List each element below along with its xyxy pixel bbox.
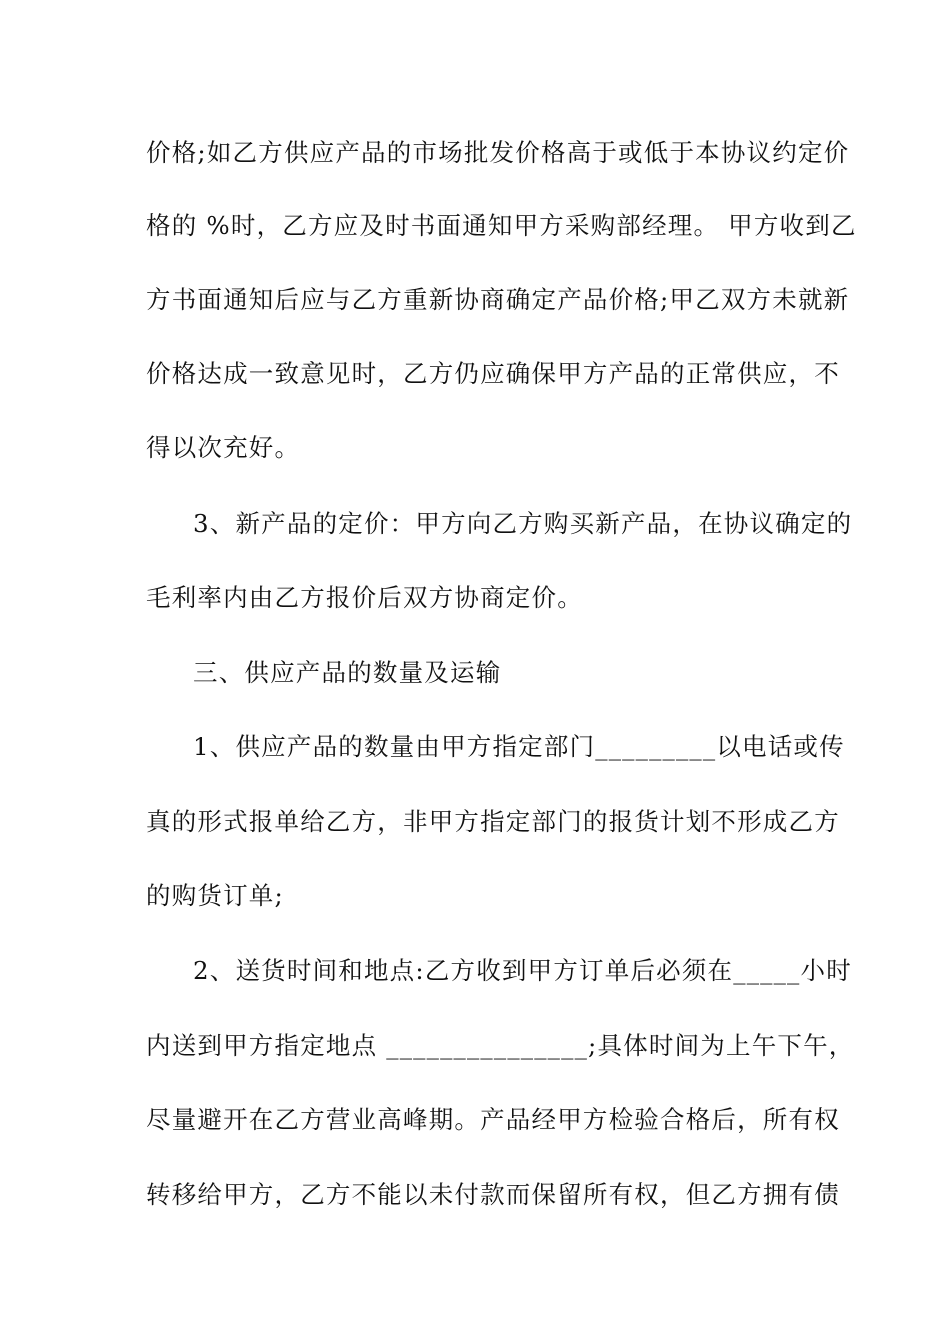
paragraph-line: 格的 %时，乙方应及时书面通知甲方采购部经理。 甲方收到乙: [146, 211, 857, 240]
paragraph-line: 得以次充好。: [146, 433, 301, 462]
paragraph-line: 价格达成一致意见时，乙方仍应确保甲方产品的正常供应，不: [146, 359, 840, 388]
paragraph-line: 2、送货时间和地点:乙方收到甲方订单后必须在_____小时: [193, 956, 852, 985]
paragraph-line: 转移给甲方，乙方不能以未付款而保留所有权，但乙方拥有债: [146, 1180, 840, 1209]
paragraph-line: 方书面通知后应与乙方重新协商确定产品价格;甲乙双方未就新: [146, 285, 850, 314]
paragraph-line: 真的形式报单给乙方，非甲方指定部门的报货计划不形成乙方: [146, 807, 840, 836]
paragraph-line: 内送到甲方指定地点 _______________;具体时间为上午下午，: [146, 1031, 855, 1060]
paragraph-line: 3、新产品的定价：甲方向乙方购买新产品，在协议确定的: [193, 509, 853, 538]
paragraph-line: 1、供应产品的数量由甲方指定部门_________以电话或传: [193, 732, 845, 761]
paragraph-line: 尽量避开在乙方营业高峰期。产品经甲方检验合格后，所有权: [146, 1105, 840, 1134]
section-heading: 三、供应产品的数量及运输: [193, 658, 502, 687]
paragraph-line: 价格;如乙方供应产品的市场批发价格高于或低于本协议约定价: [146, 138, 850, 167]
paragraph-line: 的购货订单;: [146, 881, 284, 910]
paragraph-line: 毛利率内由乙方报价后双方协商定价。: [146, 583, 583, 612]
